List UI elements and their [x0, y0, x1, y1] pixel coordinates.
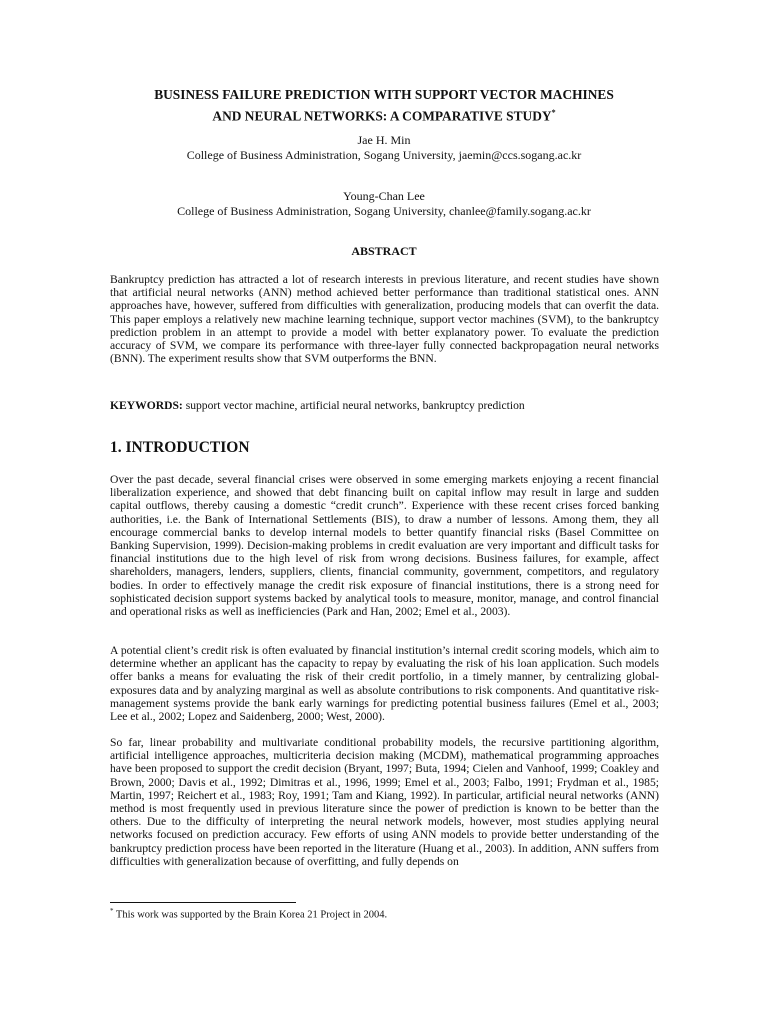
section-heading-introduction: 1. INTRODUCTION — [110, 439, 250, 456]
keywords-label: KEYWORDS: — [110, 399, 183, 412]
title-footnote-mark: * — [551, 108, 556, 117]
title-line-2: AND NEURAL NETWORKS: A COMPARATIVE STUDY — [212, 108, 552, 124]
footnote-text: This work was supported by the Brain Korea 21 Project in 2004. — [113, 909, 388, 921]
footnote-mark: * — [110, 907, 114, 915]
author-block-1 — [90, 133, 678, 163]
author-name: Young-Chan Lee — [343, 189, 425, 203]
intro-paragraph-3: So far, linear probability and multivariate conditional probability models, the recursive partitioning algorithm, artificial intelligence approaches, multicriteria decision making (MCDM), mathematical programming approaches have been proposed to support the credit decision (Bryant, 1997; Buta, 1994; Cielen and Vanhoof, 1999; Coakley and Brown, 2000; Davis et al., 1992; Dimitras et al., 1996, 1999; Emel et al., 2003; Falbo, 1991; Frydman et al., 1985; Martin, 1997; Reichert et al., 1983; Roy, 1991; Tam and Kiang, 1992). In particular, artificial neural networks (ANN) method is most frequently used in previous literature since the power of prediction is known to be better than the others. Due to the difficulty of interpreting the neural network models, however, most studies applying neural networks focused on prediction accuracy. Few efforts of using ANN models to provide better understanding of the bankruptcy prediction process have been reported in the literature (Huang et al., 2003). In addition, ANN suffers from difficulties with generalization because of overfitting, and fully depends on — [110, 736, 659, 868]
keywords-text: support vector machine, artificial neural networks, bankruptcy prediction — [182, 399, 525, 412]
author-block-2 — [90, 189, 678, 219]
title-line-1: BUSINESS FAILURE PREDICTION WITH SUPPORT VECTOR MACHINES — [154, 87, 614, 102]
footnote — [110, 905, 387, 922]
abstract-text: Bankruptcy prediction has attracted a lot of research interests in previous literature, and recent studies have shown that artificial neural networks (ANN) method achieved better performance than traditional statistical ones. ANN approaches have, however, suffered from difficulties with generalization, producing models that can overfit the data. This paper employs a relatively new machine learning technique, support vector machines (SVM), to the bankruptcy prediction problem in an attempt to provide a model with better explanatory power. To evaluate the prediction accuracy of SVM, we compare its performance with three-layer fully connected backpropagation neural networks (BNN). The experiment results show that SVM outperforms the BNN. — [110, 273, 659, 366]
paper-title — [90, 86, 678, 125]
intro-paragraph-2: A potential client’s credit risk is often evaluated by financial institution’s internal credit scoring models, which aim to determine whether an applicant has the capacity to repay by evaluating the risk of his loan application. Such models offer banks a means for evaluating the risk of their credit portfolio, in a timely manner, by centralizing global-exposures data and by analyzing marginal as well as absolute contributions to risk components. And quantitative risk-management systems provide the bank early warnings for predicting potential business failures (Emel et al., 2003; Lee et al., 2002; Lopez and Saidenberg, 2000; West, 2000). — [110, 644, 659, 724]
author-affiliation: College of Business Administration, Sogang University, chanlee@family.sogang.ac.kr — [177, 204, 591, 218]
intro-paragraph-1: Over the past decade, several financial crises were observed in some emerging markets enjoying a recent financial liberalization experience, and showed that debt financing built on capital inflow may result in large and sudden capital outflows, thereby causing a domestic “credit crunch”. Experience with these recent crises forced banking authorities, i.e. the Bank of International Settlements (BIS), to draw a number of lessons. Among them, they all encourage commercial banks to develop internal models to better quantify financial risks (Basel Committee on Banking Supervision, 1999). Decision-making problems in credit evaluation are very important and difficult tasks for financial institutions due to the high level of risk from wrong decisions. Business failures, for example, affect shareholders, managers, lenders, suppliers, clients, financial community, government, competitors, and regulatory bodies. In order to effectively manage the credit risk exposure of financial institutions, there is a strong need for sophisticated decision support systems backed by analytical tools to measure, monitor, manage, and control financial and operational risks as well as inefficiencies (Park and Han, 2002; Emel et al., 2003). — [110, 473, 659, 619]
footnote-divider — [110, 902, 296, 903]
author-affiliation: College of Business Administration, Sogang University, jaemin@ccs.sogang.ac.kr — [186, 148, 582, 162]
author-name: Jae H. Min — [357, 133, 411, 147]
abstract-heading: ABSTRACT — [351, 244, 417, 258]
keywords — [110, 399, 659, 412]
